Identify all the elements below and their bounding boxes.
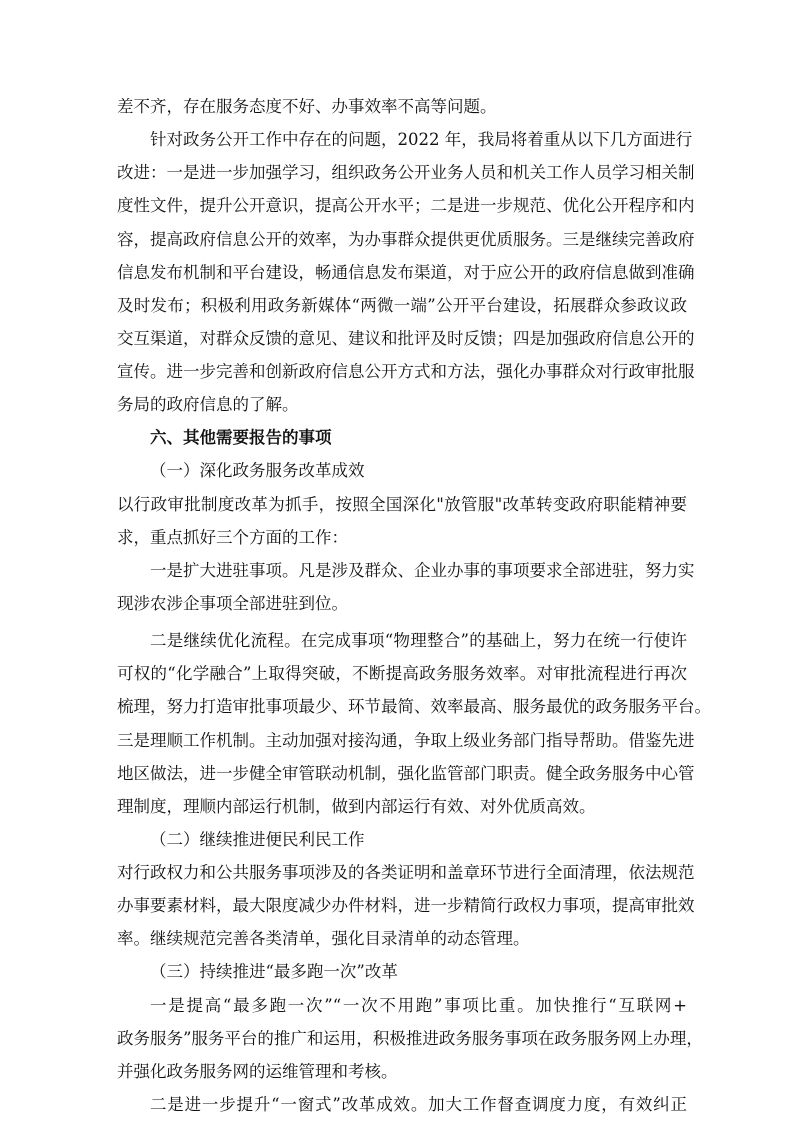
paragraph-line: 地区做法，进一步健全审管联动机制，强化监管部门职责。健全政务服务中心管 <box>117 764 695 783</box>
paragraph-line: 二是进一步提升“一窗式”改革成效。加大工作督查调度力度，有效纠正 <box>150 1095 687 1114</box>
paragraph-line: 针对政务公开工作中存在的问题，2022 年，我局将着重从以下几方面进行 <box>150 130 693 149</box>
subsection-heading: （一）深化政务服务改革成效 <box>150 461 365 480</box>
subsection-heading: （二）继续推进便民利民工作 <box>150 830 365 849</box>
paragraph-line: 理制度，理顺内部运行机制，做到内部运行有效、对外优质高效。 <box>117 797 596 816</box>
paragraph-line: 容，提高政府信息公开的效率，为办事群众提供更优质服务。三是继续完善政府 <box>117 230 695 249</box>
paragraph-line: 务局的政府信息的了解。 <box>117 395 299 414</box>
paragraph-line: 及时发布；积极利用政务新媒体“两微一端”公开平台建设，拓展群众参政议政 <box>117 296 687 315</box>
paragraph-line: 交互渠道，对群众反馈的意见、建议和批评及时反馈；四是加强政府信息公开的 <box>117 329 695 348</box>
paragraph-line: 一是提高“最多跑一次”“一次不用跑”事项比重。加快推行“互联网+ <box>150 996 687 1015</box>
paragraph-line: 宣传。进一步完善和创新政府信息公开方式和方法，强化办事群众对行政审批服 <box>117 362 695 381</box>
paragraph-line: 政务服务”服务平台的推广和运用，积极推进政务服务事项在政务服务网上办理， <box>117 1029 703 1048</box>
paragraph-line: 对行政权力和公共服务事项涉及的各类证明和盖章环节进行全面清理，依法规范 <box>117 863 695 882</box>
paragraph-line: 以行政审批制度改革为抓手，按照全国深化"放管服"改革转变政府职能精神要 <box>117 495 687 514</box>
paragraph-line: 梳理，努力打造审批事项最少、环节最简、效率最高、服务最优的政务服务平台。 <box>117 697 711 716</box>
paragraph-line: 率。继续规范完善各类清单，强化目录清单的动态管理。 <box>117 929 530 948</box>
paragraph-line: 度性文件，提升公开意识，提高公开水平；二是进一步规范、优化公开程序和内 <box>117 196 695 215</box>
paragraph-line: 改进：一是进一步加强学习，组织政务公开业务人员和机关工作人员学习相关制 <box>117 163 695 182</box>
paragraph-line: 一是扩大进驻事项。凡是涉及群众、企业办事的事项要求全部进驻，努力实 <box>150 561 695 580</box>
paragraph-line: 现涉农涉企事项全部进驻到位。 <box>117 594 348 613</box>
paragraph-line: 办事要素材料，最大限度减少办件材料，进一步精简行政权力事项，提高审批效 <box>117 896 695 915</box>
subsection-heading: （三）持续推进“最多跑一次”改革 <box>150 962 398 981</box>
paragraph-line: 二是继续优化流程。在完成事项“物理整合”的基础上，努力在统一行使许 <box>150 631 687 650</box>
paragraph-line: 并强化政务服务网的运维管理和考核。 <box>117 1062 398 1081</box>
section-heading: 六、其他需要报告的事项 <box>150 428 332 447</box>
paragraph-line: 求，重点抓好三个方面的工作： <box>117 528 348 547</box>
paragraph-line: 三是理顺工作机制。主动加强对接沟通，争取上级业务部门指导帮助。借鉴先进 <box>117 731 695 750</box>
paragraph-line: 可权的“化学融合”上取得突破，不断提高政务服务效率。对审批流程进行再次 <box>117 664 687 683</box>
paragraph-line: 信息发布机制和平台建设，畅通信息发布渠道，对于应公开的政府信息做到准确 <box>117 263 695 282</box>
paragraph-line: 差不齐，存在服务态度不好、办事效率不高等问题。 <box>117 97 497 116</box>
